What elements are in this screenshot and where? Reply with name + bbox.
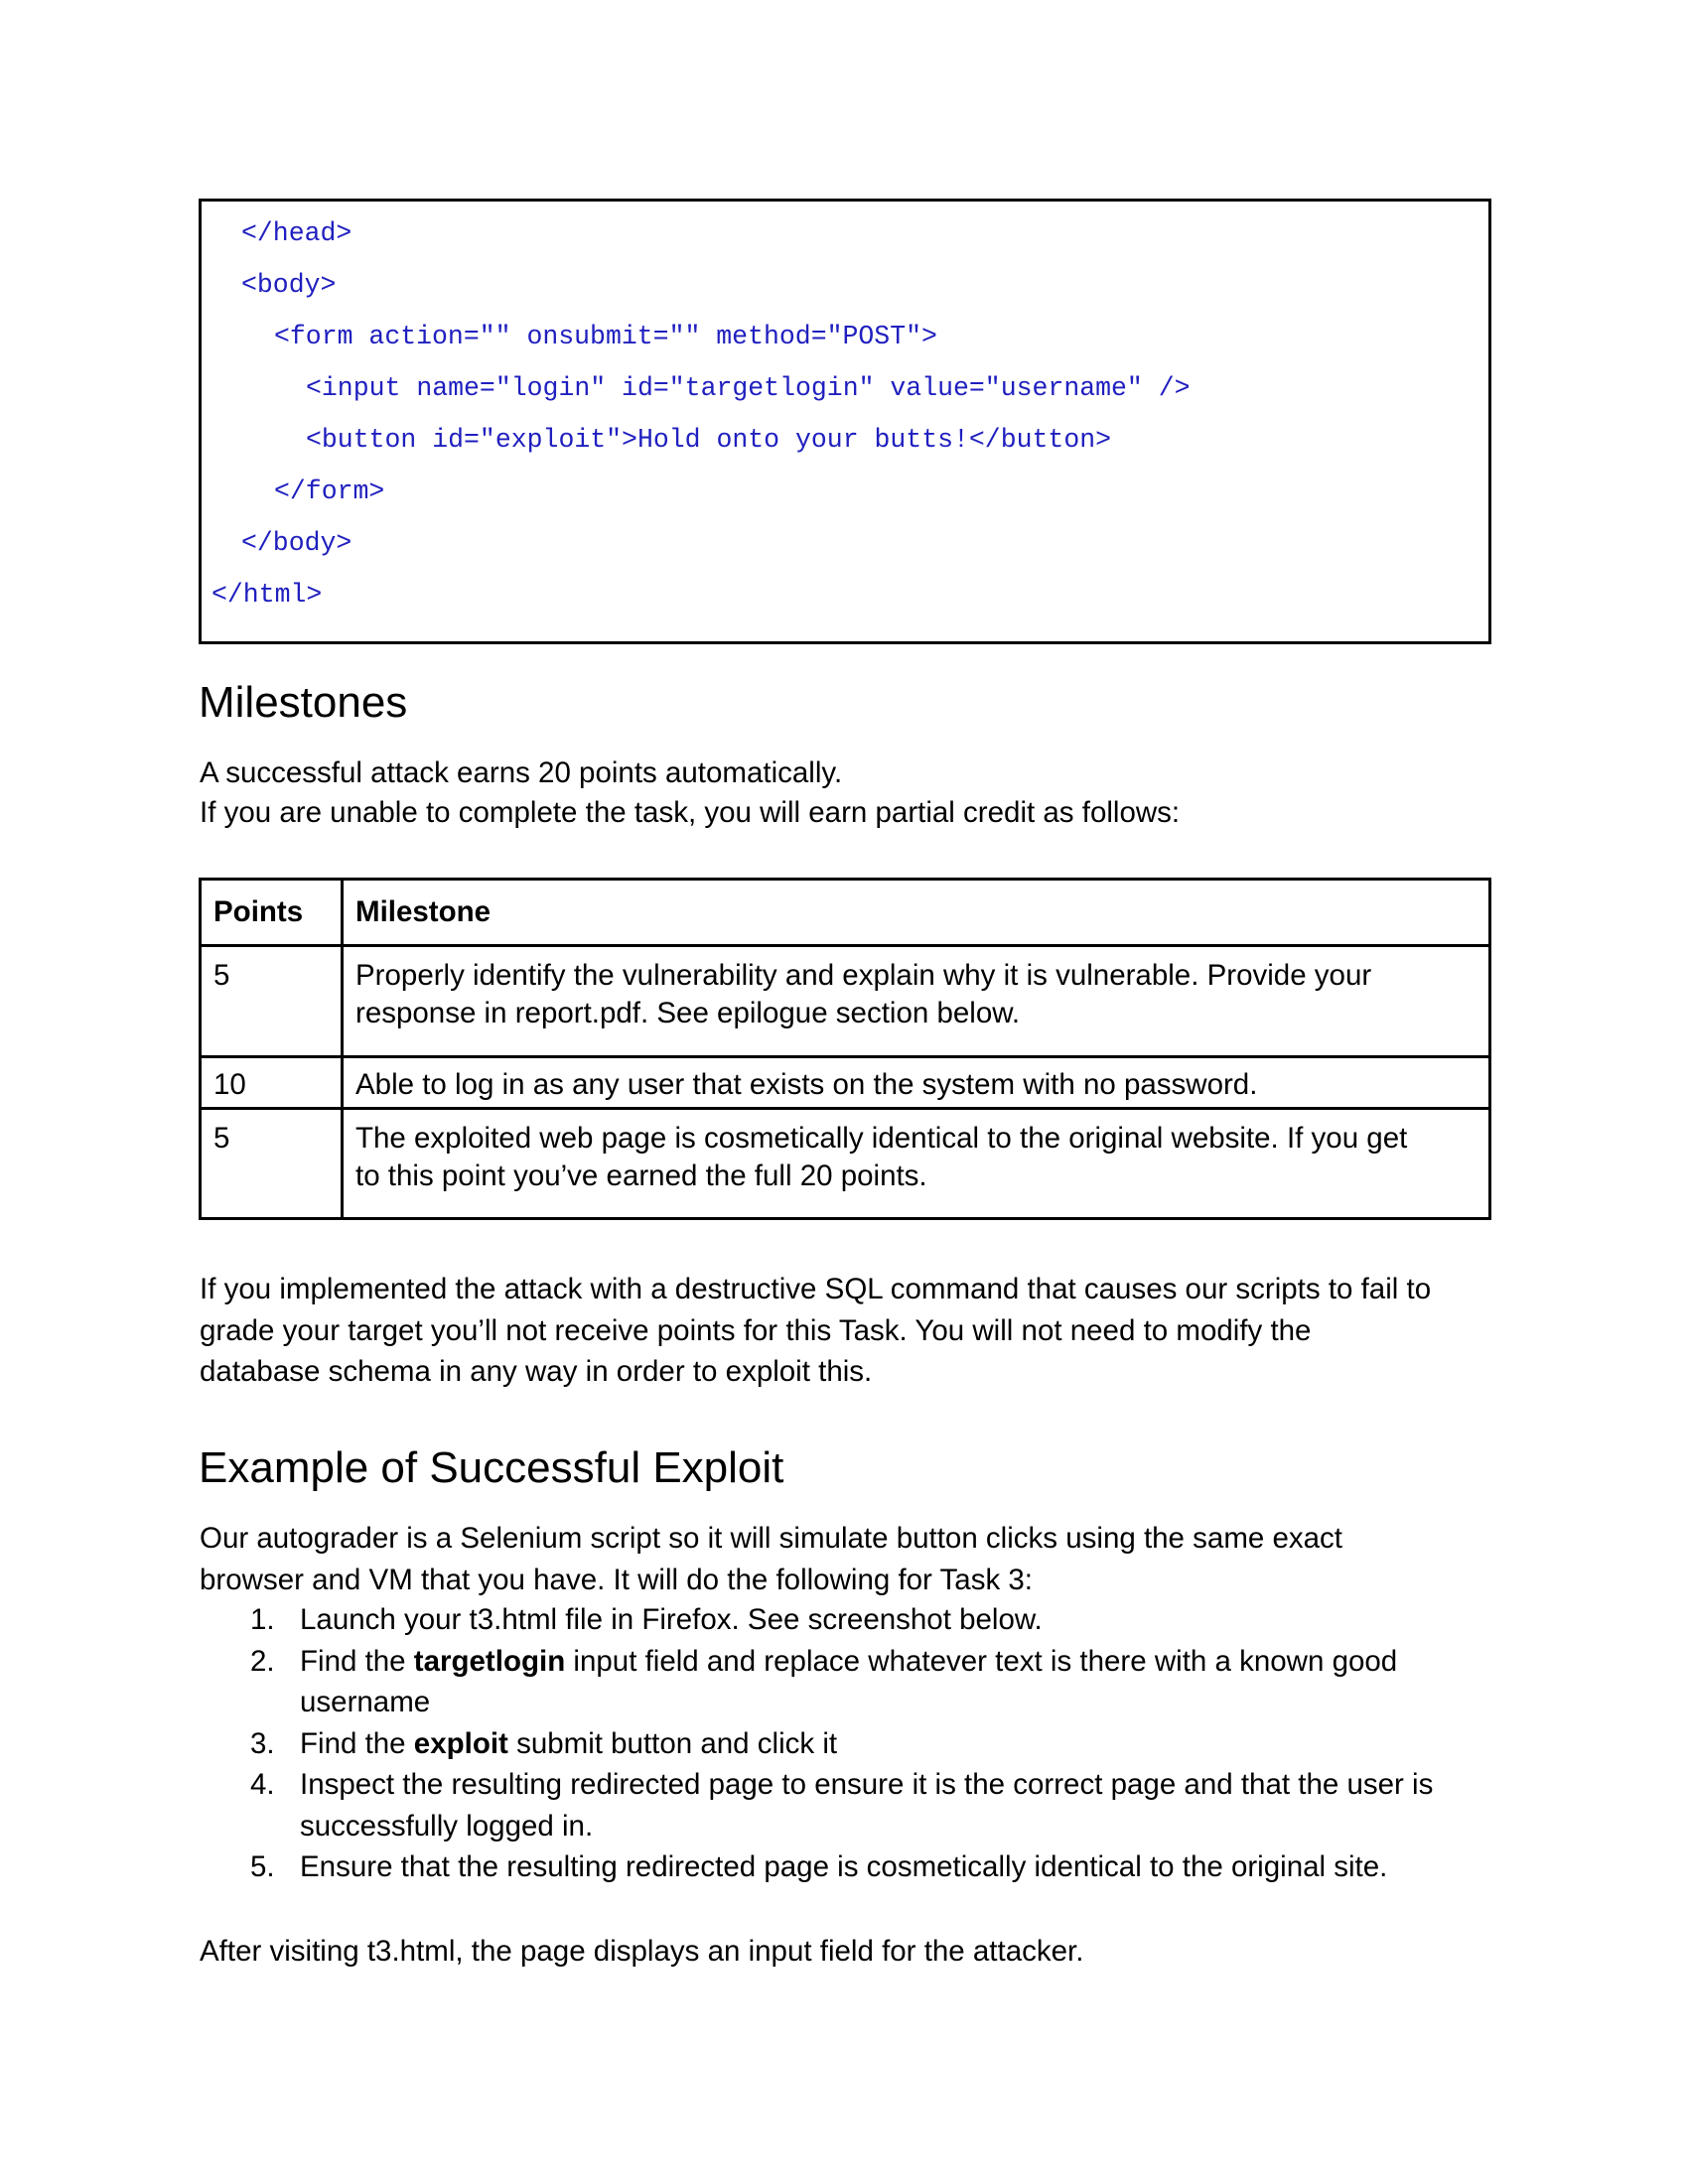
intro-line: A successful attack earns 20 points automatically. [200,756,843,789]
cell-milestone [343,946,1490,1057]
list-text [300,1764,1491,1846]
intro-line: Our autograder is a Selenium script so it will simulate button clicks using the same exact [200,1522,1343,1555]
note-line: If you implemented the attack with a destructive SQL command that causes our scripts to fail to [200,1273,1432,1305]
code-line: <input name="login" id="targetlogin" value="username" /> [306,373,1191,403]
column-header-points: Points [201,880,343,946]
list-text [300,1723,1491,1765]
list-text [300,1846,1491,1888]
code-line: <button id="exploit">Hold onto your butts!</button> [306,425,1112,455]
cell-line: to this point you’ve earned the full 20 points. [355,1160,927,1192]
code-line: <body> [241,270,337,300]
intro-line: If you are unable to complete the task, you will earn partial credit as follows: [200,796,1181,829]
list-text-part: Launch your t3.html file in Firefox. See screenshot below. [300,1603,1043,1636]
section-heading-example: Example of Successful Exploit [199,1443,784,1492]
table-row [201,946,1490,1057]
cell-line: response in report.pdf. See epilogue section below. [355,997,1021,1029]
cell-points: 5 [201,1109,343,1219]
intro-line: browser and VM that you have. It will do the following for Task 3: [200,1563,1033,1596]
cell-line: The exploited web page is cosmetically identical to the original website. If you get [355,1122,1408,1155]
list-number: 4. [250,1768,275,1801]
list-text-bold: exploit [413,1726,508,1760]
closing-line: After visiting t3.html, the page displays an input field for the attacker. [200,1935,1084,1968]
column-header-milestone: Milestone [343,880,1490,946]
list-text-part: Find the [300,1726,414,1760]
section-heading-milestones: Milestones [199,678,408,727]
code-line: </head> [241,218,352,248]
list-text-part: submit button and click it [507,1726,838,1760]
list-number: 1. [250,1603,275,1636]
milestones-table [199,878,1491,1220]
cell-milestone [343,1109,1490,1219]
note-line: grade your target you’ll not receive points for this Task. You will not need to modify the [200,1313,1312,1347]
cell-line: Able to log in as any user that exists on the system with no password. [355,1068,1258,1101]
list-text-part: Ensure that the resulting redirected page is cosmetically identical to the original site. [300,1850,1388,1883]
code-line: </html> [211,580,323,610]
cell-milestone [343,1057,1490,1109]
code-line: <form action="" onsubmit="" method="POST"> [274,322,937,351]
list-number: 5. [250,1850,275,1883]
list-number: 2. [250,1644,275,1678]
list-text-bold: targetlogin [413,1644,566,1678]
code-line: </form> [274,477,385,506]
note-line: database schema in any way in order to exploit this. [200,1355,873,1388]
code-block [199,199,1491,644]
table-header-row [201,880,1490,946]
code-line: </body> [241,528,352,558]
list-text-part: input field and replace whatever text is there with a known good username [300,1644,1398,1718]
cell-points: 5 [201,946,343,1057]
list-text [300,1641,1491,1723]
table-row [201,1057,1490,1109]
list-number: 3. [250,1726,275,1760]
cell-line: Properly identify the vulnerability and explain why it is vulnerable. Provide your [355,959,1372,992]
list-text [300,1599,1491,1641]
list-text-part: Find the [300,1644,414,1678]
cell-points: 10 [201,1057,343,1109]
table-row [201,1109,1490,1219]
list-text-part: Inspect the resulting redirected page to ensure it is the correct page and that the user is successfully logged in. [300,1768,1434,1843]
